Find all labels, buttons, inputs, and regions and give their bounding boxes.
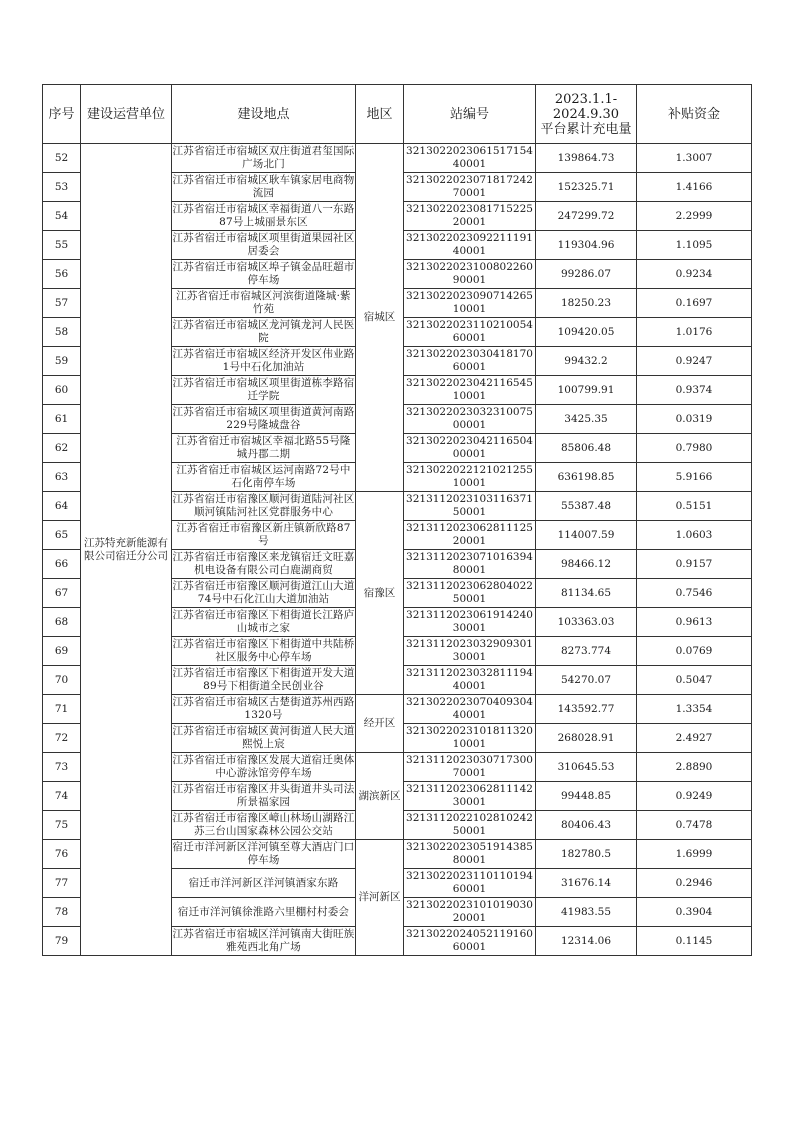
row-location: 江苏省宿迁市宿城区河滨街道隆城·紫竹苑 bbox=[172, 289, 356, 318]
row-seq: 58 bbox=[43, 318, 81, 347]
row-seq: 62 bbox=[43, 434, 81, 463]
row-station: 3213022023090714265 10001 bbox=[404, 289, 536, 318]
row-subsidy: 0.9374 bbox=[637, 376, 752, 405]
row-station: 3213022023101019030 20001 bbox=[404, 898, 536, 927]
header-location: 建设地点 bbox=[172, 85, 356, 144]
row-station: 3213022023030418170 60001 bbox=[404, 347, 536, 376]
row-subsidy: 1.3007 bbox=[637, 144, 752, 173]
row-location: 宿迁市洋河新区洋河镇至尊大酒店门口停车场 bbox=[172, 840, 356, 869]
region-cell: 宿豫区 bbox=[356, 492, 404, 695]
row-energy: 114007.59 bbox=[536, 521, 637, 550]
row-seq: 59 bbox=[43, 347, 81, 376]
row-location: 江苏省宿迁市宿城区双庄街道君玺国际广场北门 bbox=[172, 144, 356, 173]
row-location: 江苏省宿迁市宿城区项里街道栋李路宿迁学院 bbox=[172, 376, 356, 405]
row-seq: 54 bbox=[43, 202, 81, 231]
row-seq: 61 bbox=[43, 405, 81, 434]
row-energy: 18250.23 bbox=[536, 289, 637, 318]
row-location: 江苏省宿迁市宿城区运河南路72号中石化南停车场 bbox=[172, 463, 356, 492]
row-subsidy: 0.0769 bbox=[637, 637, 752, 666]
row-subsidy: 0.7478 bbox=[637, 811, 752, 840]
row-station: 3213022023032310075 00001 bbox=[404, 405, 536, 434]
row-energy: 109420.05 bbox=[536, 318, 637, 347]
region-cell: 湖滨新区 bbox=[356, 753, 404, 840]
row-energy: 139864.73 bbox=[536, 144, 637, 173]
row-subsidy: 0.2946 bbox=[637, 869, 752, 898]
row-energy: 80406.43 bbox=[536, 811, 637, 840]
row-energy: 99286.07 bbox=[536, 260, 637, 289]
row-subsidy: 0.5047 bbox=[637, 666, 752, 695]
header-unit: 建设运营单位 bbox=[81, 85, 172, 144]
header-energy-line2: 2024.9.30 bbox=[552, 106, 620, 122]
row-subsidy: 0.9249 bbox=[637, 782, 752, 811]
row-station: 3213112023071016394 80001 bbox=[404, 550, 536, 579]
row-location: 江苏省宿迁市宿城区幸福北路55号隆城丹郡二期 bbox=[172, 434, 356, 463]
row-seq: 74 bbox=[43, 782, 81, 811]
row-seq: 57 bbox=[43, 289, 81, 318]
row-energy: 99432.2 bbox=[536, 347, 637, 376]
row-seq: 75 bbox=[43, 811, 81, 840]
row-seq: 65 bbox=[43, 521, 81, 550]
row-station: 3213112023103116371 50001 bbox=[404, 492, 536, 521]
row-seq: 71 bbox=[43, 695, 81, 724]
row-subsidy: 2.4927 bbox=[637, 724, 752, 753]
region-cell: 洋河新区 bbox=[356, 840, 404, 956]
row-energy: 119304.96 bbox=[536, 231, 637, 260]
row-energy: 152325.71 bbox=[536, 173, 637, 202]
row-seq: 53 bbox=[43, 173, 81, 202]
row-energy: 636198.85 bbox=[536, 463, 637, 492]
row-energy: 310645.53 bbox=[536, 753, 637, 782]
row-station: 3213112023061914240 30001 bbox=[404, 608, 536, 637]
row-energy: 3425.35 bbox=[536, 405, 637, 434]
header-region: 地区 bbox=[356, 85, 404, 144]
row-station: 3213022023100802260 90001 bbox=[404, 260, 536, 289]
row-station: 3213022023081715225 20001 bbox=[404, 202, 536, 231]
header-subsidy: 补贴资金 bbox=[637, 85, 752, 144]
row-subsidy: 1.4166 bbox=[637, 173, 752, 202]
row-station: 3213022022121021255 10001 bbox=[404, 463, 536, 492]
row-subsidy: 0.9613 bbox=[637, 608, 752, 637]
row-energy: 247299.72 bbox=[536, 202, 637, 231]
row-subsidy: 0.9247 bbox=[637, 347, 752, 376]
row-station: 3213112023032909301 30001 bbox=[404, 637, 536, 666]
row-station: 3213022023061517154 40001 bbox=[404, 144, 536, 173]
row-subsidy: 1.3354 bbox=[637, 695, 752, 724]
row-station: 3213022023110110194 60001 bbox=[404, 869, 536, 898]
row-seq: 52 bbox=[43, 144, 81, 173]
row-energy: 12314.06 bbox=[536, 927, 637, 956]
row-station: 3213022023051914385 80001 bbox=[404, 840, 536, 869]
row-seq: 70 bbox=[43, 666, 81, 695]
row-subsidy: 2.8890 bbox=[637, 753, 752, 782]
header-energy-line1: 2023.1.1- bbox=[554, 91, 618, 107]
row-location: 宿迁市洋河新区洋河镇酒家东路 bbox=[172, 869, 356, 898]
row-seq: 63 bbox=[43, 463, 81, 492]
row-subsidy: 5.9166 bbox=[637, 463, 752, 492]
row-station: 3213022023070409304 40001 bbox=[404, 695, 536, 724]
row-energy: 98466.12 bbox=[536, 550, 637, 579]
region-cell: 宿城区 bbox=[356, 144, 404, 492]
row-energy: 55387.48 bbox=[536, 492, 637, 521]
row-location: 江苏省宿迁市宿城区项里街道黄河南路229号隆城盘谷 bbox=[172, 405, 356, 434]
row-seq: 55 bbox=[43, 231, 81, 260]
row-energy: 268028.91 bbox=[536, 724, 637, 753]
row-subsidy: 1.6999 bbox=[637, 840, 752, 869]
row-energy: 31676.14 bbox=[536, 869, 637, 898]
row-energy: 8273.774 bbox=[536, 637, 637, 666]
row-station: 3213022023042116545 10001 bbox=[404, 376, 536, 405]
row-energy: 143592.77 bbox=[536, 695, 637, 724]
row-seq: 68 bbox=[43, 608, 81, 637]
row-subsidy: 1.0176 bbox=[637, 318, 752, 347]
row-seq: 77 bbox=[43, 869, 81, 898]
row-subsidy: 0.1697 bbox=[637, 289, 752, 318]
row-energy: 81134.65 bbox=[536, 579, 637, 608]
row-seq: 79 bbox=[43, 927, 81, 956]
row-location: 江苏省宿迁市宿城区幸福街道八一东路87号上城丽景东区 bbox=[172, 202, 356, 231]
row-location: 江苏省宿迁市宿城区龙河镇龙河人民医院 bbox=[172, 318, 356, 347]
row-location: 江苏省宿迁市宿城区项里街道果园社区居委会 bbox=[172, 231, 356, 260]
row-station: 3213022023101811320 10001 bbox=[404, 724, 536, 753]
row-subsidy: 0.7980 bbox=[637, 434, 752, 463]
row-seq: 66 bbox=[43, 550, 81, 579]
row-energy: 54270.07 bbox=[536, 666, 637, 695]
table-row bbox=[43, 144, 752, 173]
region-cell: 经开区 bbox=[356, 695, 404, 753]
row-energy: 85806.48 bbox=[536, 434, 637, 463]
row-subsidy: 0.3904 bbox=[637, 898, 752, 927]
row-station: 3213112023062804022 50001 bbox=[404, 579, 536, 608]
row-station: 3213022024052119160 60001 bbox=[404, 927, 536, 956]
row-seq: 78 bbox=[43, 898, 81, 927]
header-energy-line3: 平台累计充电量 bbox=[540, 121, 632, 137]
row-station: 3213022023092211191 40001 bbox=[404, 231, 536, 260]
row-seq: 73 bbox=[43, 753, 81, 782]
row-location: 江苏省宿迁市宿豫区顺河街道江山大道74号中石化江山大道加油站 bbox=[172, 579, 356, 608]
row-subsidy: 1.1095 bbox=[637, 231, 752, 260]
row-seq: 56 bbox=[43, 260, 81, 289]
row-seq: 64 bbox=[43, 492, 81, 521]
row-seq: 76 bbox=[43, 840, 81, 869]
row-subsidy: 0.5151 bbox=[637, 492, 752, 521]
row-location: 江苏省宿迁市宿城区洋河镇南大街旺族雅苑西北角广场 bbox=[172, 927, 356, 956]
row-station: 3213112022102810242 50001 bbox=[404, 811, 536, 840]
row-location: 江苏省宿迁市宿城区耿车镇家居电商物流园 bbox=[172, 173, 356, 202]
row-energy: 103363.03 bbox=[536, 608, 637, 637]
row-station: 3213112023062811125 20001 bbox=[404, 521, 536, 550]
row-subsidy: 2.2999 bbox=[637, 202, 752, 231]
row-location: 江苏省宿迁市宿城区黄河街道人民大道熙悦上宸 bbox=[172, 724, 356, 753]
row-subsidy: 0.0319 bbox=[637, 405, 752, 434]
row-location: 江苏省宿迁市宿豫区嶂山林场山湖路江苏三台山国家森林公园公交站 bbox=[172, 811, 356, 840]
row-location: 江苏省宿迁市宿城区埠子镇金品旺超市停车场 bbox=[172, 260, 356, 289]
row-location: 江苏省宿迁市宿豫区井头街道井头司法所景福家园 bbox=[172, 782, 356, 811]
row-energy: 100799.91 bbox=[536, 376, 637, 405]
row-location: 江苏省宿迁市宿城区古楚街道苏州西路1320号 bbox=[172, 695, 356, 724]
row-energy: 182780.5 bbox=[536, 840, 637, 869]
subsidy-table bbox=[42, 84, 752, 956]
row-location: 江苏省宿迁市宿豫区下相街道开发大道89号下相街道全民创业谷 bbox=[172, 666, 356, 695]
row-location: 江苏省宿迁市宿豫区新庄镇新欣路87号 bbox=[172, 521, 356, 550]
row-seq: 69 bbox=[43, 637, 81, 666]
row-location: 江苏省宿迁市宿豫区下相街道中共陆桥社区服务中心停车场 bbox=[172, 637, 356, 666]
row-location: 宿迁市洋河镇徐淮路六里棚村村委会 bbox=[172, 898, 356, 927]
row-station: 3213022023110210054 60001 bbox=[404, 318, 536, 347]
row-location: 江苏省宿迁市宿城区经济开发区伟业路1号中石化加油站 bbox=[172, 347, 356, 376]
row-subsidy: 0.7546 bbox=[637, 579, 752, 608]
row-subsidy: 0.9157 bbox=[637, 550, 752, 579]
row-station: 3213022023071817242 70001 bbox=[404, 173, 536, 202]
row-station: 3213112023062811142 30001 bbox=[404, 782, 536, 811]
row-subsidy: 0.1145 bbox=[637, 927, 752, 956]
operator-cell: 江苏特充新能源有限公司宿迁分公司 bbox=[81, 144, 172, 956]
row-energy: 99448.85 bbox=[536, 782, 637, 811]
row-seq: 67 bbox=[43, 579, 81, 608]
row-station: 3213112023032811194 40001 bbox=[404, 666, 536, 695]
header-energy bbox=[536, 85, 637, 144]
header-row bbox=[43, 85, 752, 144]
row-location: 江苏省宿迁市宿豫区下相街道长江路庐山城市之家 bbox=[172, 608, 356, 637]
header-station: 站编号 bbox=[404, 85, 536, 144]
row-location: 江苏省宿迁市宿豫区顺河街道陆河社区顺河镇陆河社区党群服务中心 bbox=[172, 492, 356, 521]
row-energy: 41983.55 bbox=[536, 898, 637, 927]
row-subsidy: 0.9234 bbox=[637, 260, 752, 289]
row-location: 江苏省宿迁市宿豫区来龙镇宿迁文旺嘉机电设备有限公司白鹿湖商贸 bbox=[172, 550, 356, 579]
row-location: 江苏省宿迁市宿豫区发展大道宿迁奥体中心游泳馆旁停车场 bbox=[172, 753, 356, 782]
header-seq: 序号 bbox=[43, 85, 81, 144]
row-seq: 72 bbox=[43, 724, 81, 753]
row-subsidy: 1.0603 bbox=[637, 521, 752, 550]
row-seq: 60 bbox=[43, 376, 81, 405]
row-station: 3213112023030717300 70001 bbox=[404, 753, 536, 782]
table-body bbox=[43, 144, 752, 956]
row-station: 3213022023042116504 00001 bbox=[404, 434, 536, 463]
